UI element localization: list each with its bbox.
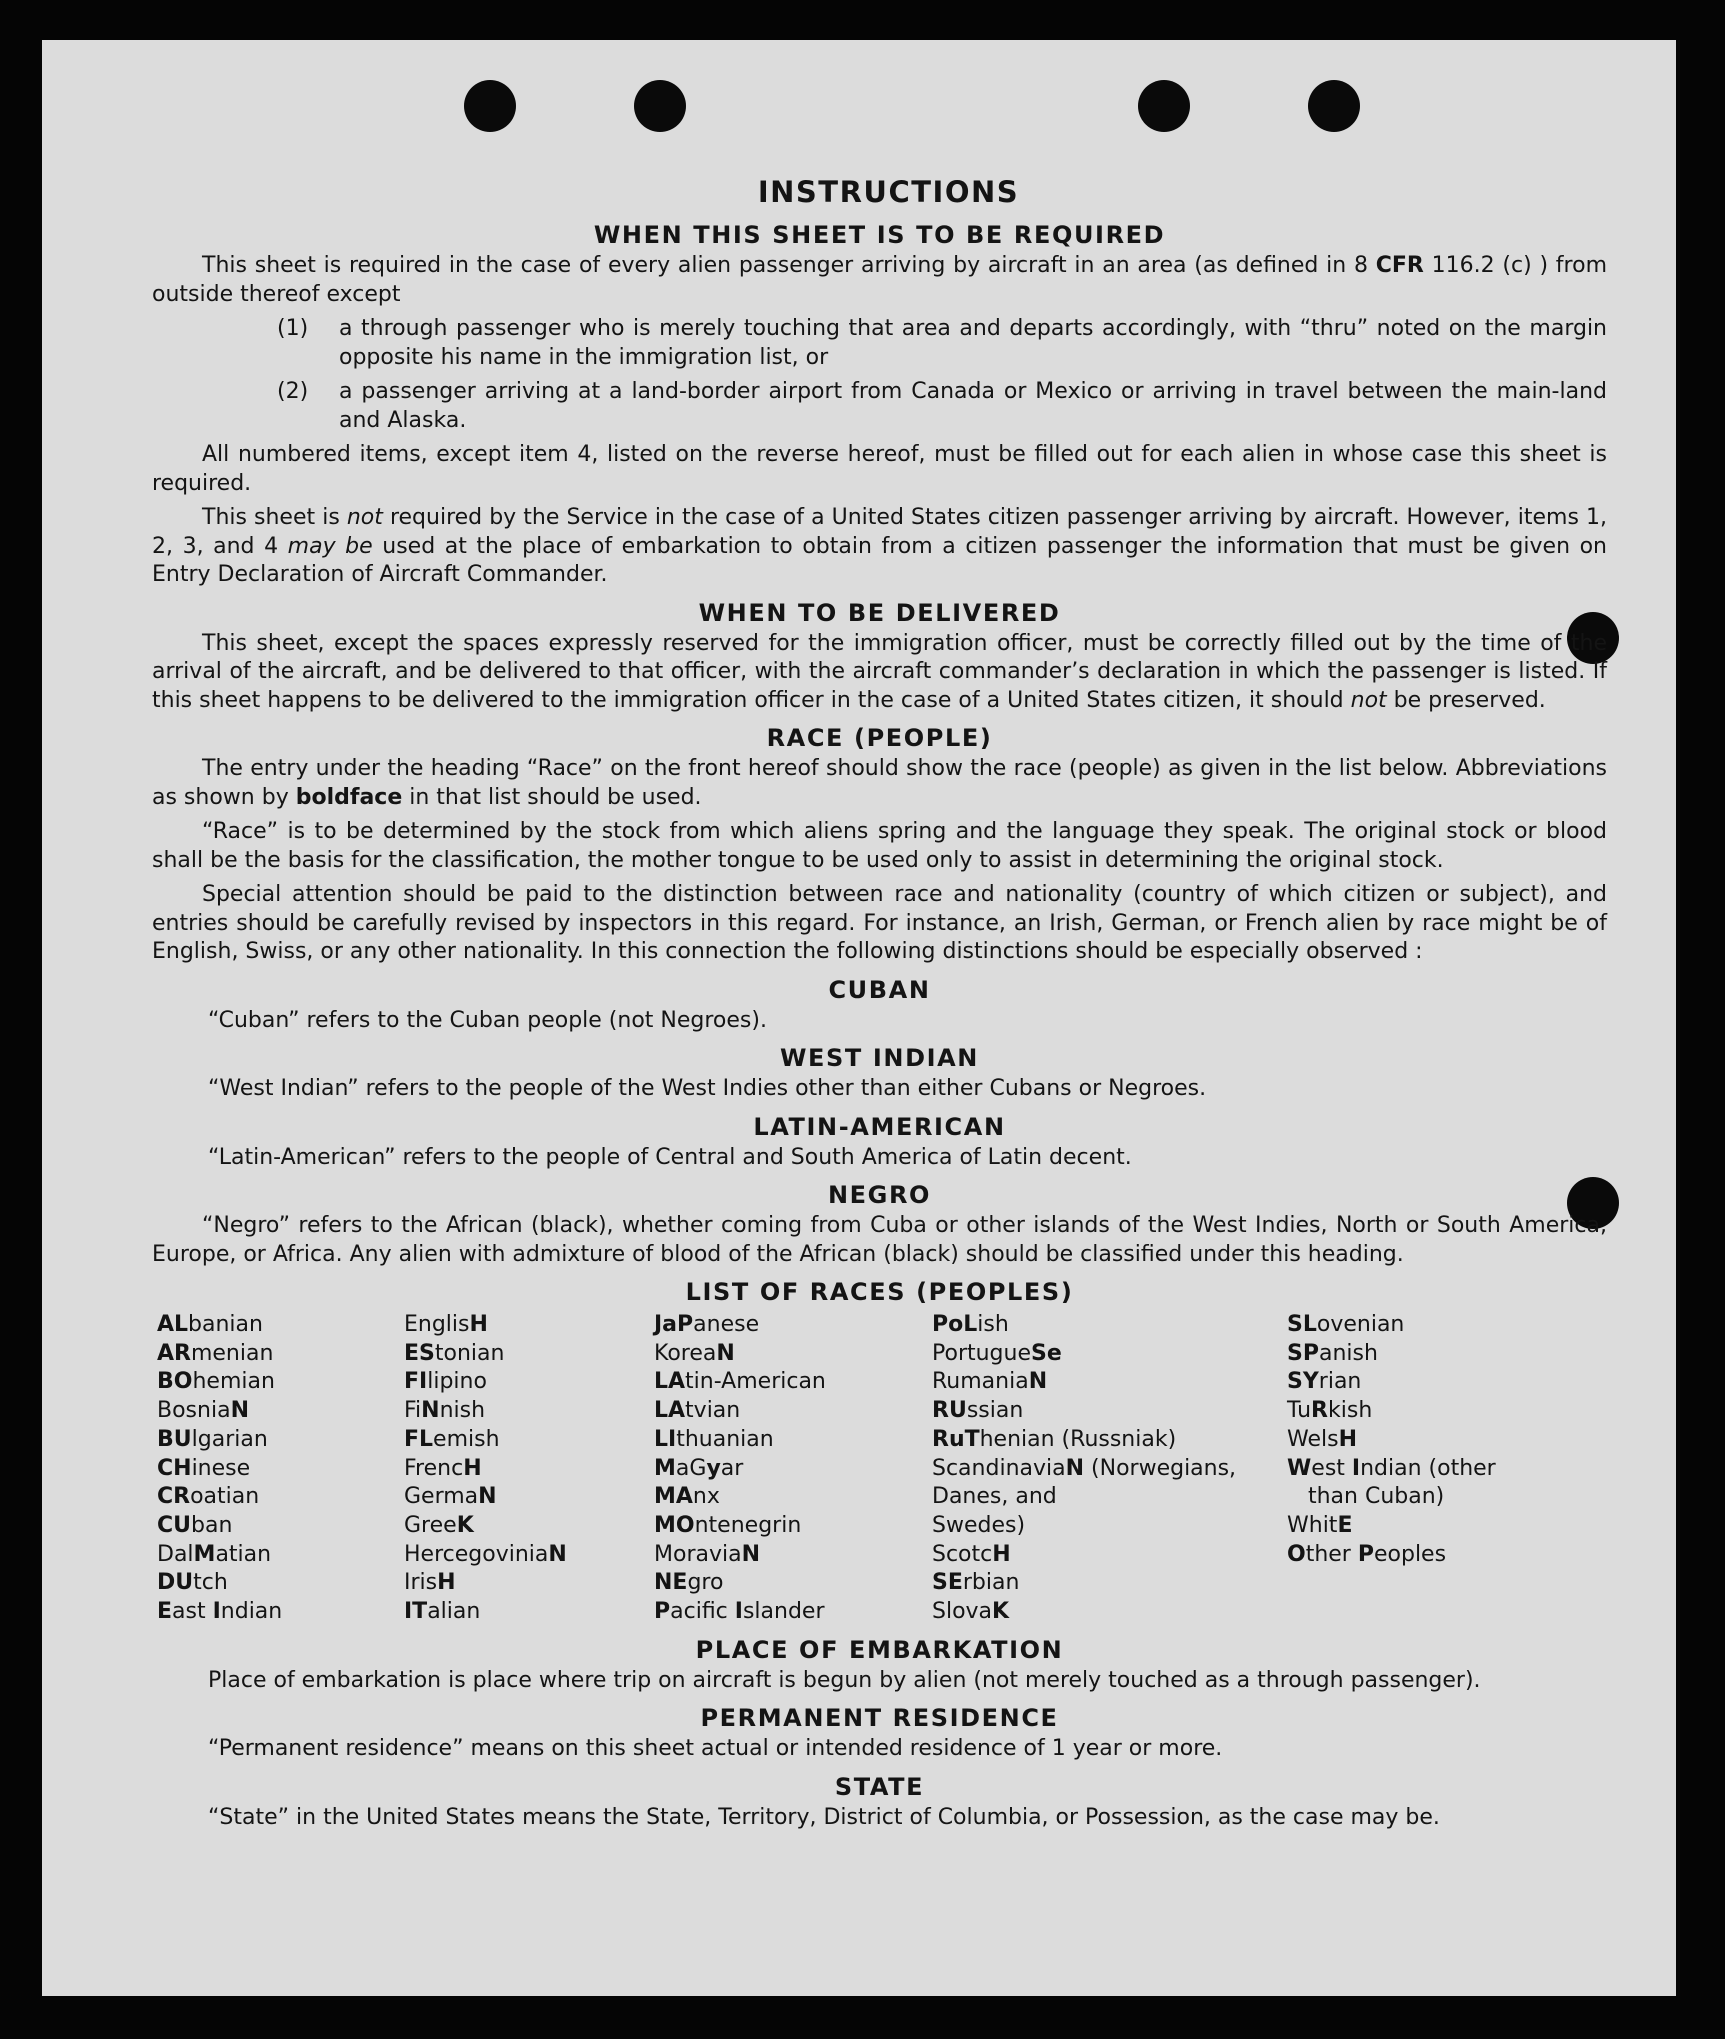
race-entry: LAtvian: [654, 1398, 741, 1424]
race-entry: SYrian: [1287, 1369, 1362, 1395]
race-entry: MaGyar: [654, 1455, 744, 1481]
race-entry: RUssian: [932, 1398, 1024, 1424]
race-entry: NEgro: [654, 1570, 724, 1596]
races-column: [157, 1311, 404, 1627]
heading-when-delivered: WHEN TO BE DELIVERED: [698, 598, 1061, 627]
heading-cuban: CUBAN: [828, 975, 931, 1004]
race-entry: MOntenegrin: [654, 1512, 802, 1538]
race-entry: West Indian (other: [1287, 1455, 1496, 1481]
race-entry: WhitE: [1287, 1512, 1353, 1538]
race-entry: TuRkish: [1287, 1398, 1373, 1424]
race-entry: ALbanian: [157, 1312, 263, 1337]
race-entry: IrisH: [404, 1570, 456, 1596]
negro-definition: “Negro” refers to the African (black), whether coming from Cuba or other islands of the West Indies, North or South America, Europe, or Africa. Any alien with admixture of blood of the African (black) should be classified under this heading.: [152, 1213, 1607, 1267]
races-column: [1287, 1311, 1537, 1627]
heading-permanent-residence: PERMANENT RESIDENCE: [700, 1704, 1059, 1733]
exception-item: (2) a passenger arriving at a land-border airport from Canada or Mexico or arriving in travel between the main-land and Alaska.: [277, 379, 1607, 433]
race-entry: EnglisH: [404, 1312, 488, 1337]
punch-hole: [1308, 80, 1360, 132]
latin-american-definition: “Latin-American” refers to the people of Central and South America of Latin decent.: [208, 1144, 1132, 1170]
race-entry: JaPanese: [654, 1312, 760, 1337]
heading-negro: NEGRO: [827, 1181, 932, 1209]
race-entry: LIthuanian: [654, 1426, 774, 1452]
race-entry: WelsH: [1287, 1426, 1357, 1452]
heading-state: STATE: [834, 1772, 925, 1801]
race-entry: SErbian: [932, 1570, 1020, 1596]
state-definition: “State” in the United States means the State, Territory, District of Columbia, or Possession, as the case may be.: [208, 1804, 1440, 1830]
races-list: [152, 1311, 1607, 1627]
race-entry: Pacific Islander: [654, 1599, 825, 1625]
race-entry: GreeK: [404, 1512, 474, 1538]
race-entry: SPanish: [1287, 1340, 1378, 1366]
race-paragraph: The entry under the heading “Race” on the front hereof should show the race (people) as given in the list below. Abbreviations as shown by boldface in that list should be used.: [152, 756, 1607, 810]
race-entry: DalMatian: [157, 1541, 272, 1567]
race-entry: than Cuban): [1287, 1484, 1445, 1510]
heading-place-of-embarkation: PLACE OF EMBARKATION: [695, 1635, 1064, 1664]
embarkation-definition: Place of embarkation is place where trip on aircraft is begun by alien (not merely touched as a through passenger).: [208, 1667, 1481, 1693]
race-entry: BUlgarian: [157, 1426, 268, 1452]
heading-latin-american: LATIN-AMERICAN: [753, 1112, 1006, 1141]
punch-hole: [634, 80, 686, 132]
races-column: [932, 1311, 1287, 1627]
race-entry: Swedes): [932, 1512, 1026, 1538]
delivered-paragraph: This sheet, except the spaces expressly reserved for the immigration officer, must be correctly filled out by the time of the arrival of the aircraft, and be delivered to that officer, with the aircraft commander’s declaration in which the passenger is listed. If this sheet happens to be delivered to the immigration officer in the case of a United States citizen, it should not be preserved.: [152, 630, 1607, 713]
heading-when-required: WHEN THIS SHEET IS TO BE REQUIRED: [593, 221, 1166, 249]
race-entry: DUtch: [157, 1570, 228, 1596]
race-entry: ITalian: [404, 1599, 481, 1625]
race-entry: EStonian: [404, 1340, 505, 1366]
race-entry: CRoatian: [157, 1484, 260, 1510]
cuban-definition: “Cuban” refers to the Cuban people (not Negroes).: [208, 1007, 767, 1033]
punch-hole: [1138, 80, 1190, 132]
race-paragraph: “Race” is to be determined by the stock from which aliens spring and the language they speak. The original stock or blood shall be the basis for the classification, the mother tongue to be used only to assist in determining the original stock.: [152, 819, 1607, 873]
punch-hole: [464, 80, 516, 132]
race-entry: Danes, and: [932, 1484, 1057, 1510]
race-entry: LAtin-American: [654, 1369, 826, 1395]
required-intro: This sheet is required in the case of every alien passenger arriving by aircraft in an area (as defined in 8 CFR 116.2 (c) ) from outside thereof except: [152, 253, 1607, 307]
race-entry: East Indian: [157, 1599, 283, 1625]
race-entry: FIlipino: [404, 1369, 487, 1395]
west-indian-definition: “West Indian” refers to the people of the West Indies other than either Cubans or Negroes.: [208, 1076, 1207, 1101]
race-entry: ScandinaviaN (Norwegians,: [932, 1455, 1237, 1481]
race-entry: KoreaN: [654, 1340, 735, 1366]
exception-item: (1) a through passenger who is merely touching that area and departs accordingly, with “thru” noted on the margin opposite his name in the immigration list, or: [277, 316, 1607, 370]
race-entry: MAnx: [654, 1484, 720, 1510]
heading-list-of-races: LIST OF RACES (PEOPLES): [685, 1278, 1074, 1306]
races-column: [654, 1311, 932, 1627]
page-title: INSTRUCTIONS: [757, 175, 1020, 209]
race-entry: PortugueSe: [932, 1340, 1062, 1366]
race-entry: ARmenian: [157, 1340, 274, 1366]
document-sheet: [42, 40, 1676, 1996]
race-entry: RumaniaN: [932, 1369, 1048, 1395]
race-entry: RuThenian (Russniak): [932, 1426, 1177, 1452]
race-entry: BOhemian: [157, 1369, 275, 1395]
race-entry: HercegoviniaN: [404, 1541, 567, 1567]
race-entry: CUban: [157, 1512, 233, 1538]
race-entry: Other Peoples: [1287, 1541, 1447, 1567]
race-entry: FrencH: [404, 1455, 482, 1481]
race-entry: ScotcH: [932, 1541, 1011, 1567]
race-entry: FiNnish: [404, 1398, 486, 1424]
race-entry: GermaN: [404, 1484, 497, 1510]
heading-race: RACE (PEOPLE): [766, 724, 993, 752]
race-entry: SlovaK: [932, 1599, 1010, 1625]
race-paragraph: Special attention should be paid to the distinction between race and nationality (country of which citizen or subject), and entries should be carefully revised by inspectors in this regard. For instance, an Irish, German, or French alien by race might be of English, Swiss, or any other nationality. In this connection the following distinctions should be especially observed :: [152, 882, 1607, 964]
heading-west-indian: WEST INDIAN: [779, 1044, 979, 1072]
race-entry: MoraviaN: [654, 1541, 761, 1567]
races-column: [404, 1311, 654, 1627]
race-entry: PoLish: [932, 1312, 1009, 1337]
race-entry: FLemish: [404, 1426, 500, 1452]
race-entry: SLovenian: [1287, 1312, 1405, 1337]
residence-definition: “Permanent residence” means on this sheet actual or intended residence of 1 year or more.: [208, 1736, 1223, 1762]
required-paragraph: All numbered items, except item 4, listed on the reverse hereof, must be filled out for each alien in whose case this sheet is required.: [152, 442, 1607, 496]
race-entry: CHinese: [157, 1455, 251, 1481]
race-entry: BosniaN: [157, 1398, 249, 1424]
instructions-content: [152, 170, 1607, 1836]
required-paragraph: This sheet is not required by the Service in the case of a United States citizen passenger arriving by aircraft. However, items 1, 2, 3, and 4 may be used at the place of embarkation to obtain from a citizen passenger the information that must be given on Entry Declaration of Aircraft Commander.: [152, 505, 1607, 587]
